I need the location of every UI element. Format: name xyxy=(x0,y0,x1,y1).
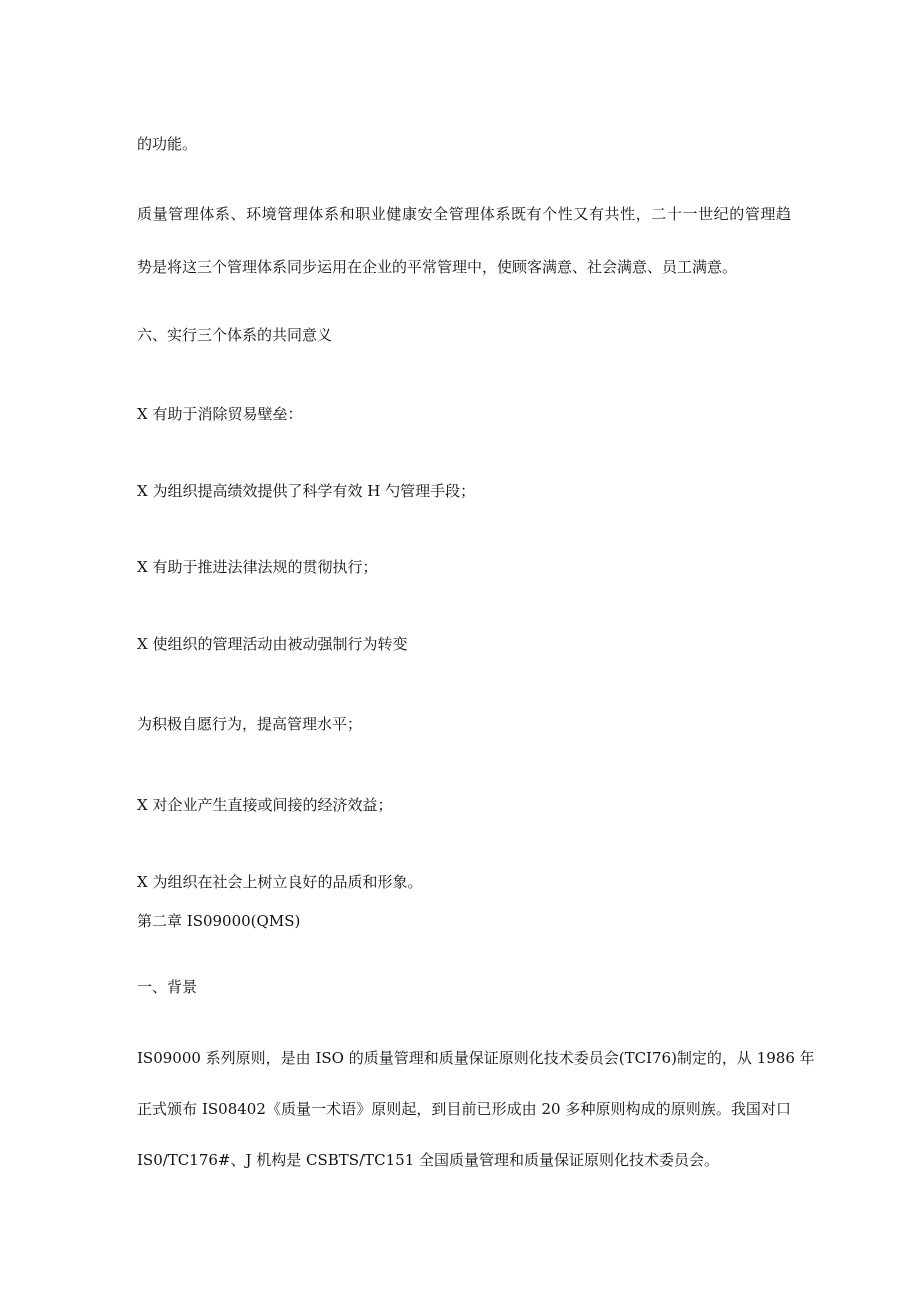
list-item: X 为组织在社会上树立良好的品质和形象。 xyxy=(137,873,423,891)
list-item: X 对企业产生直接或间接的经济效益； xyxy=(137,796,393,814)
list-item: X 有助于消除贸易壁垒： xyxy=(137,405,303,423)
list-item-continuation: 为积极自愿行为，提高管理水平； xyxy=(137,715,363,733)
list-item: X 有助于推进法律法规的贯彻执行； xyxy=(137,558,378,576)
section-heading: 一、背景 xyxy=(137,978,198,996)
text-line-paragraph: 正式颁布 IS08402《质量一术语》原则起，到目前已形成由 20 多种原则构成的原则族。我国对口 xyxy=(137,1100,791,1118)
chapter-heading: 第二章 IS09000(QMS) xyxy=(137,912,301,930)
text-line-paragraph: IS0/TC176#、J 机构是 CSBTS/TC151 全国质量管理和质量保证原则化技术委员会。 xyxy=(137,1151,720,1169)
section-heading: 六、实行三个体系的共同意义 xyxy=(137,326,333,344)
list-item: X 使组织的管理活动由被动强制行为转变 xyxy=(137,635,408,653)
text-line-paragraph: 势是将这三个管理体系同步运用在企业的平常管理中，使顾客满意、社会满意、员工满意。 xyxy=(137,258,738,276)
text-line-paragraph: 质量管理体系、环境管理体系和职业健康安全管理体系既有个性又有共性，二十一世纪的管理趋 xyxy=(137,205,791,223)
text-line-paragraph: IS09000 系列原则，是由 ISO 的质量管理和质量保证原则化技术委员会(TCI76)制定的，从 1986 年 xyxy=(137,1049,815,1067)
text-line-intro-end: 的功能。 xyxy=(137,135,198,153)
list-item: X 为组织提高绩效提供了科学有效 H 勺管理手段； xyxy=(137,482,476,500)
